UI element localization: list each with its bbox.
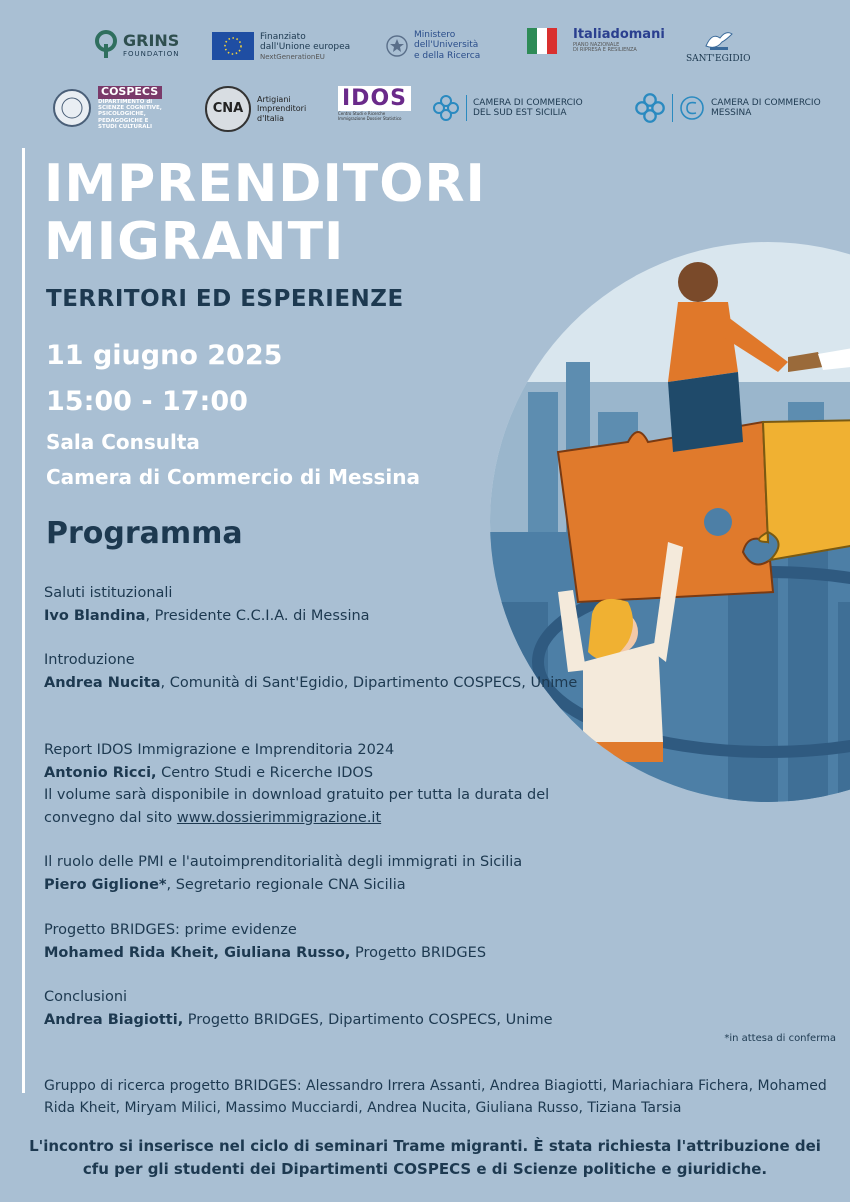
event-venue-place: Camera di Commercio di Messina (46, 465, 420, 489)
dove-icon (702, 28, 734, 52)
confirmation-note: *in attesa di conferma (724, 1033, 836, 1044)
title-line-1: IMPRENDITORI (44, 154, 486, 214)
italiadomani-logo (525, 26, 665, 56)
program-role: , Comunità di Sant'Egidio, Dipartimento COSPECS, Unime (160, 674, 578, 691)
footer-notice: L'incontro si inserisce nel ciclo di seminari Trame migranti. È stata richiesta l'attribuzione dei cfu per gli studenti dei Dipartimenti COSPECS e di Scienze politiche e giuridiche. (29, 1137, 821, 1178)
cna-text: Artigiani Imprenditori d'Italia (257, 95, 307, 123)
program-topic: Saluti istituzionali (44, 585, 173, 601)
program-item-3 (44, 739, 584, 829)
cna-logo (205, 86, 306, 132)
camera-flower-icon (432, 94, 460, 122)
eu-logo (212, 32, 350, 61)
program-topic: Introduzione (44, 652, 135, 668)
italiadomani-sub: PIANO NAZIONALE DI RIPRESA E RESILIENZA (573, 41, 637, 54)
program-role: Centro Studi e Ricerche IDOS (156, 764, 374, 781)
event-time: 15:00 - 17:00 (46, 386, 248, 417)
italy-map-icon (525, 26, 567, 56)
grins-logo (95, 30, 180, 60)
subtitle: TERRITORI ED ESPERIENZE (46, 286, 404, 312)
emblem-icon (386, 33, 408, 59)
cna-badge (205, 86, 251, 132)
camera-sud-logo (432, 94, 583, 122)
program-speaker: Piero Giglione* (44, 876, 167, 893)
program-topic: Report IDOS Immigrazione e Imprenditoria 2024 (44, 742, 395, 758)
event-venue-room: Sala Consulta (46, 430, 200, 454)
cospecs-name: COSPECS (98, 86, 162, 99)
program-item-4 (44, 851, 604, 896)
dossier-link[interactable]: www.dossierimmigrazione.it (176, 809, 382, 826)
santegidio-logo (686, 28, 750, 64)
grins-name: GRINS (123, 30, 180, 50)
program-item-2 (44, 649, 584, 694)
university-seal-icon (52, 88, 92, 128)
ministero-logo (386, 30, 480, 61)
illustration-circle (488, 242, 850, 802)
program-topic: Il ruolo delle PMI e l'autoimprenditorialità degli immigrati in Sicilia (44, 854, 523, 870)
idos-logo (338, 86, 411, 121)
title-line-2: MIGRANTI (44, 212, 345, 272)
research-group: Gruppo di ricerca progetto BRIDGES: Alessandro Irrera Assanti, Andrea Biagiotti, Mariachiara Fichera, Mohamed Rida Kheit, Miryam Milici, Massimo Mucciardi, Andrea Nucita, Giuliana Russo, Tiziana Tarsia (44, 1078, 827, 1116)
program-role: , Presidente C.C.I.A. di Messina (145, 607, 370, 624)
program-speaker: Mohamed Rida Kheit, Giuliana Russo, (44, 944, 351, 961)
program-extra: Il volume sarà disponibile in download gratuito per tutta la durata del convegno dal sito (44, 787, 550, 826)
idos-name: IDOS (338, 86, 411, 111)
program-role: , Segretario regionale CNA Sicilia (166, 876, 406, 893)
program-topic: Progetto BRIDGES: prime evidenze (44, 922, 297, 938)
camera-flower-icon (634, 92, 666, 124)
program-item-6 (44, 986, 584, 1031)
program-speaker: Andrea Biagiotti, (44, 1011, 184, 1028)
eu-sub: NextGenerationEU (260, 52, 325, 61)
cospecs-logo (52, 86, 162, 130)
program-speaker: Ivo Blandina (44, 607, 146, 624)
program-speaker: Andrea Nucita (44, 674, 161, 691)
camera-messina-text: CAMERA DI COMMERCIO MESSINA (711, 97, 821, 118)
messina-seal-icon (679, 95, 705, 121)
cospecs-text: DIPARTIMENTO di SCIENZE COGNITIVE, PSICOLOGICHE, PEDAGOGICHE E STUDI CULTURALI (98, 98, 162, 130)
camera-sud-text: CAMERA DI COMMERCIO DEL SUD EST SICILIA (473, 97, 583, 118)
programma-heading: Programma (46, 516, 243, 551)
program-topic: Conclusioni (44, 989, 128, 1005)
event-date: 11 giugno 2025 (46, 340, 283, 371)
program-role: Progetto BRIDGES, Dipartimento COSPECS, Unime (183, 1011, 553, 1028)
cna-name: CNA (212, 100, 244, 116)
santegidio-text: SANT'EGIDIO (686, 54, 751, 64)
ministero-text: Ministero dell'Università e della Ricerca (414, 30, 481, 61)
italiadomani-text: Italiadomani (573, 26, 665, 42)
camera-messina-logo (634, 92, 821, 124)
eu-flag-icon (212, 32, 254, 60)
program-role: Progetto BRIDGES (350, 944, 487, 961)
program-item-5 (44, 919, 584, 964)
program-item-1 (44, 582, 584, 627)
grins-sub: FOUNDATION (123, 50, 180, 59)
grins-icon (95, 30, 117, 60)
left-accent-line (22, 148, 25, 1093)
program-speaker: Antonio Ricci, (44, 764, 157, 781)
eu-text: Finanziato dall'Unione europea (260, 32, 351, 53)
idos-text: Centro Studi e Ricerche Immigrazione Dossier Statistico (338, 111, 402, 121)
